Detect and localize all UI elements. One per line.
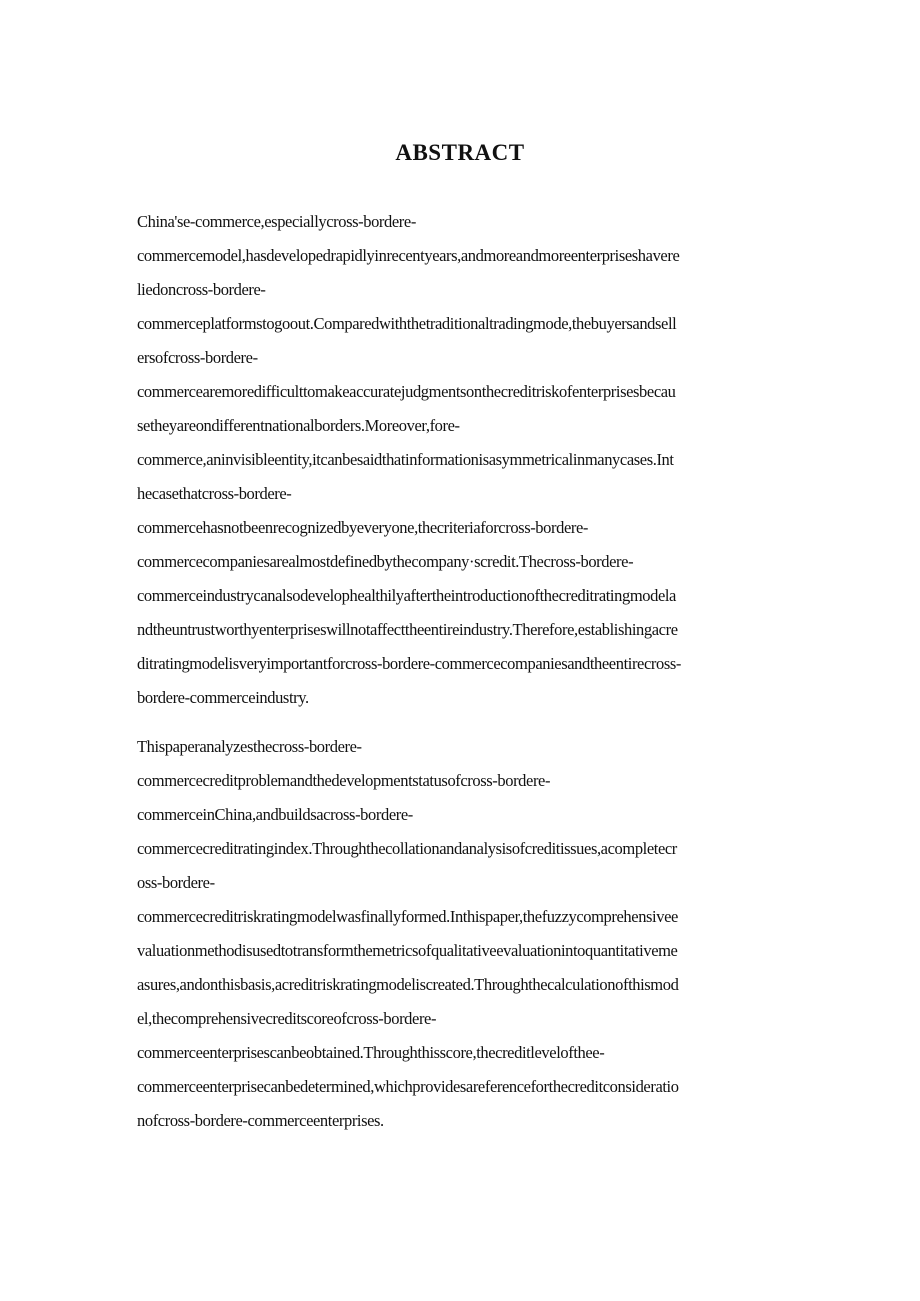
paragraph-line: commerceenterprisescanbeobtained.Throughthisscore,thecreditlevelofthee- bbox=[137, 1043, 605, 1062]
paragraph-line: bordere-commerceindustry. bbox=[137, 688, 309, 707]
abstract-title: ABSTRACT bbox=[395, 140, 525, 165]
paragraph-line: valuationmethodisusedtotransformthemetricsofqualitativeevaluationintoquantitativeme bbox=[137, 941, 678, 960]
paragraph-line: ersofcross-bordere- bbox=[137, 348, 258, 367]
paragraph-line: commercecreditproblemandthedevelopmentstatusofcross-bordere- bbox=[137, 771, 551, 790]
paragraph-line: China'se-commerce,especiallycross-bordere- bbox=[137, 212, 416, 231]
paragraph-line: commercemodel,hasdevelopedrapidlyinrecentyears,andmoreandmoreenterpriseshavere bbox=[137, 246, 680, 265]
paragraph-line: ndtheuntrustworthyenterpriseswillnotaffecttheentireindustry.Therefore,establishingacre bbox=[137, 620, 678, 639]
abstract-paragraph-2 bbox=[137, 730, 797, 1138]
paragraph-line: commerce,aninvisibleentity,itcanbesaidthatinformationisasymmetricalinmanycases.Int bbox=[137, 450, 674, 469]
paragraph-line: ditratingmodelisveryimportantforcross-bordere-commercecompaniesandtheentirecross- bbox=[137, 654, 681, 673]
paragraph-line: commerceinChina,andbuildsacross-bordere- bbox=[137, 805, 413, 824]
paragraph-line: hecasethatcross-bordere- bbox=[137, 484, 292, 503]
paragraph-line: commercecreditriskratingmodelwasfinallyformed.Inthispaper,thefuzzycomprehensivee bbox=[137, 907, 678, 926]
paragraph-line: commercecreditratingindex.Throughthecollationandanalysisofcreditissues,acompletecr bbox=[137, 839, 677, 858]
paragraph-line: commercearemoredifficulttomakeaccuratejudgmentsonthecreditriskofenterprisesbecau bbox=[137, 382, 676, 401]
paragraph-line: commerceindustrycanalsodevelophealthilyaftertheintroductionofthecreditratingmodela bbox=[137, 586, 676, 605]
paragraph-line: liedoncross-bordere- bbox=[137, 280, 266, 299]
paragraph-line: nofcross-bordere-commerceenterprises. bbox=[137, 1111, 384, 1130]
paragraph-line: asures,andonthisbasis,acreditriskratingmodeliscreated.Throughthecalculationofthismod bbox=[137, 975, 679, 994]
paragraph-line: oss-bordere- bbox=[137, 873, 215, 892]
abstract-paragraph-1 bbox=[137, 205, 797, 715]
paragraph-line: el,thecomprehensivecreditscoreofcross-bordere- bbox=[137, 1009, 437, 1028]
paragraph-line: Thispaperanalyzesthecross-bordere- bbox=[137, 737, 362, 756]
paragraph-line: commercecompaniesarealmostdefinedbythecompany·scredit.Thecross-bordere- bbox=[137, 552, 634, 571]
paragraph-line: setheyareondifferentnationalborders.Moreover,fore- bbox=[137, 416, 460, 435]
paragraph-line: commerceenterprisecanbedetermined,whichprovidesareferenceforthecreditconsideratio bbox=[137, 1077, 679, 1096]
paragraph-line: commercehasnotbeenrecognizedbyeveryone,thecriteriaforcross-bordere- bbox=[137, 518, 588, 537]
paragraph-line: commerceplatformstogoout.Comparedwiththetraditionaltradingmode,thebuyersandsell bbox=[137, 314, 677, 333]
